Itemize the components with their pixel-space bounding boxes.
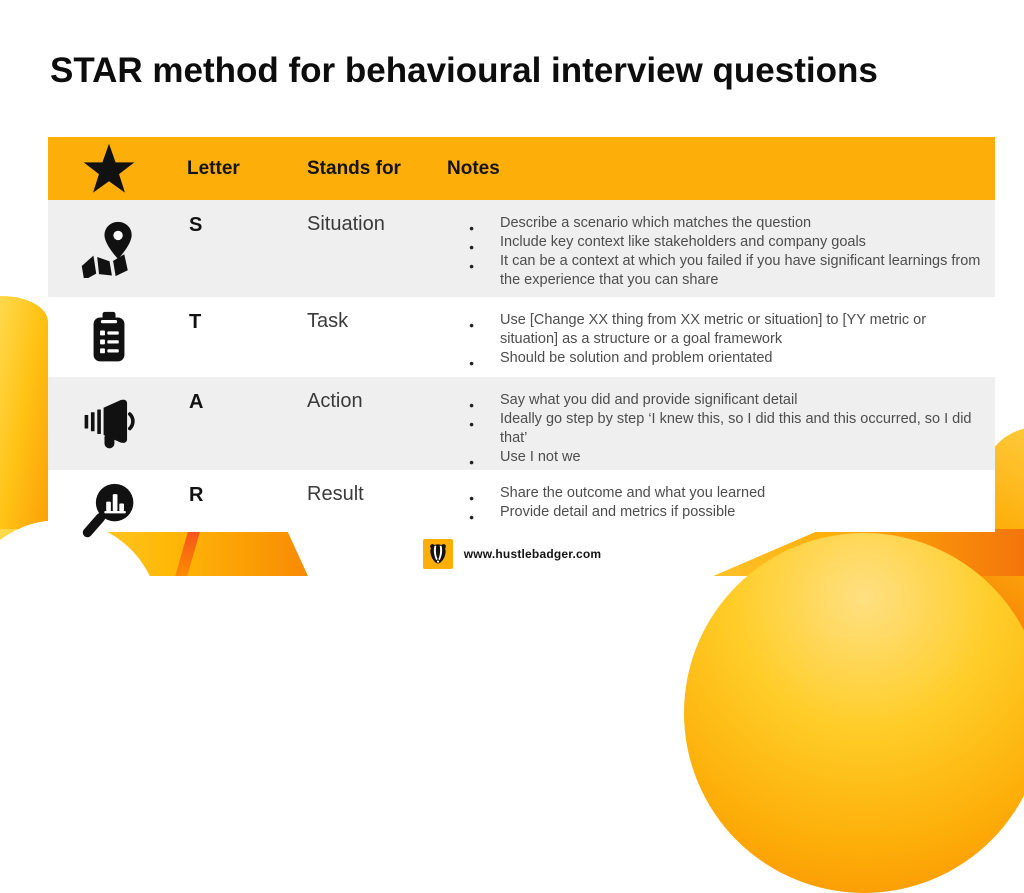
megaphone-icon — [48, 377, 170, 470]
note-bullet: ● Ideally go step by step ‘I knew this, so I did this and this occurred, so I did that’ — [500, 410, 987, 448]
note-bullet: ● Share the outcome and what you learned — [500, 484, 987, 503]
table-header-row — [48, 137, 995, 200]
star-method-table — [48, 137, 995, 532]
note-bullet: ● Include key context like stakeholders and company goals — [500, 233, 987, 252]
notes-task — [430, 297, 995, 368]
stands-for-result: Result — [307, 483, 364, 505]
magnifier-chart-icon — [48, 470, 170, 542]
stands-for-task: Task — [307, 310, 349, 332]
map-location-icon — [48, 200, 170, 297]
footer-website-text: www.hustlebadger.com — [463, 547, 602, 561]
note-bullet: ● Say what you did and provide significant detail — [500, 391, 987, 410]
notes-situation — [430, 200, 995, 290]
note-bullet: ● Use I not we — [500, 448, 987, 467]
footer — [0, 539, 1024, 569]
bottom-right-orange-dome — [684, 533, 1024, 893]
stands-for-situation: Situation — [307, 213, 385, 235]
table-row-situation — [48, 200, 995, 297]
note-bullet: ● Use [Change XX thing from XX metric or situation] to [YY metric or situation] as a structure or a goal framework — [500, 311, 987, 349]
table-row-action — [48, 377, 995, 470]
table-row-result — [48, 470, 995, 532]
stands-for-action: Action — [307, 390, 363, 412]
header-stands-for: Stands for — [307, 157, 401, 179]
clipboard-icon — [48, 297, 170, 377]
letter-r: R — [189, 484, 204, 506]
notes-result — [430, 470, 995, 522]
letter-t: T — [189, 311, 202, 333]
header-notes: Notes — [447, 157, 500, 179]
page-title: STAR method for behavioural interview questions — [50, 51, 878, 91]
star-icon — [48, 137, 170, 200]
letter-s: S — [189, 214, 203, 236]
notes-action — [430, 377, 995, 467]
note-bullet: ● It can be a context at which you failed if you have significant learnings from the experience that you can share — [500, 252, 987, 290]
note-bullet: ● Provide detail and metrics if possible — [500, 503, 987, 522]
note-bullet: ● Should be solution and problem orientated — [500, 349, 987, 368]
letter-a: A — [189, 391, 204, 413]
table-row-task — [48, 297, 995, 377]
note-bullet: ● Describe a scenario which matches the question — [500, 214, 987, 233]
hustlebadger-badger-logo — [423, 539, 453, 569]
header-letter: Letter — [187, 157, 240, 179]
